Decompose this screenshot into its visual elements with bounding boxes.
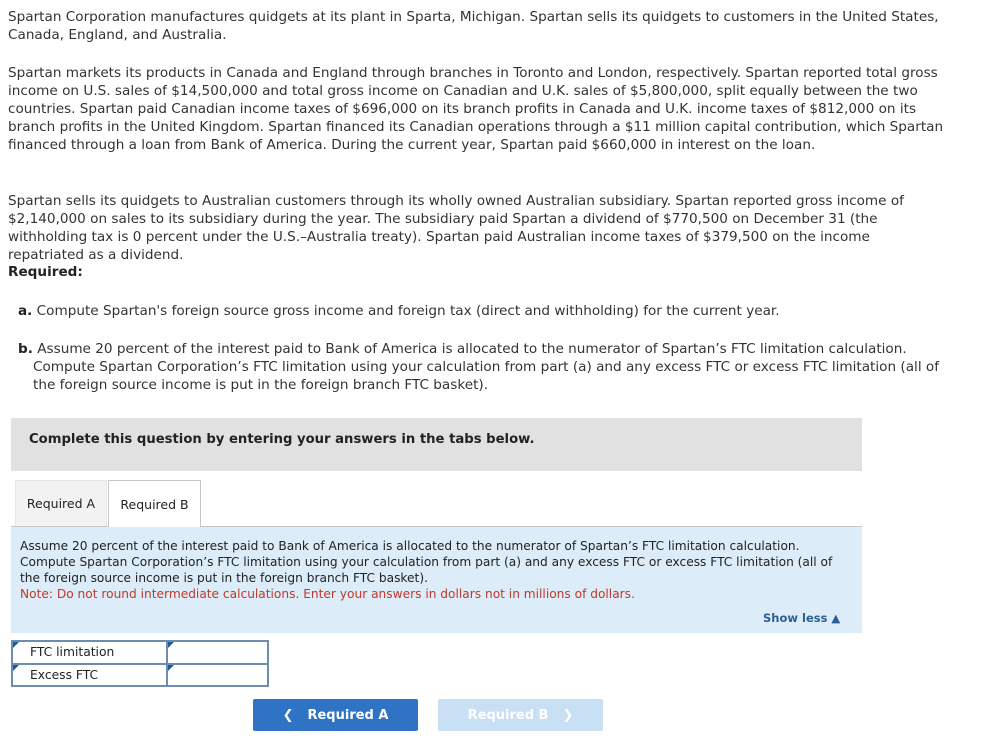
panel-note: Note: Do not round intermediate calculations. Enter your answers in dollars not in millions of dollars. (20, 587, 635, 601)
part-b-label: b. (18, 341, 33, 357)
tab-required-b[interactable]: Required B (108, 480, 201, 527)
excess-ftc-label (12, 664, 167, 687)
instruction-banner (11, 418, 862, 471)
part-a-text: Compute Spartan's foreign source gross income and foreign tax (direct and withholding) for the current year. (36, 303, 780, 319)
part-a (18, 302, 958, 320)
input-flag-icon (168, 665, 174, 671)
tab-required-a[interactable]: Required A (15, 480, 107, 526)
problem-paragraph-1: Spartan Corporation manufactures quidgets at its plant in Sparta, Michigan. Spartan sells its quidgets to customers in the United States, Canada, England, and Australia. (8, 9, 939, 43)
ftc-limitation-cell (167, 641, 268, 664)
banner-text: Complete this question by entering your answers in the tabs below. (29, 432, 535, 447)
part-b (18, 340, 958, 394)
prev-required-a-button[interactable] (253, 699, 418, 731)
flag-icon (13, 642, 19, 648)
required-heading: Required: (8, 264, 83, 280)
prev-button-label: Required A (307, 707, 389, 723)
panel-instructions: Assume 20 percent of the interest paid to Bank of America is allocated to the numerator of Spartan’s FTC limitation calculation. Compute Spartan Corporation’s FTC limitation using your calculation from part (a) and any excess FTC or excess FTC limitation (all of the foreign source income is put in the foreign branch FTC basket). (20, 539, 833, 585)
show-less-link[interactable]: Show less ▲ (763, 611, 841, 625)
next-required-b-button[interactable] (438, 699, 603, 731)
part-b-text: Assume 20 percent of the interest paid to Bank of America is allocated to the numerator of Spartan’s FTC limitation calculation. Compute Spartan Corporation’s FTC limitation using your calculation from part (a) and any excess FTC or excess FTC limitation (all of the foreign source income is put in the foreign branch FTC basket). (33, 341, 940, 393)
next-button-label: Required B (467, 707, 549, 723)
excess-ftc-cell (167, 664, 268, 687)
question-panel (11, 526, 862, 633)
excess-ftc-label-text: Excess FTC (30, 667, 99, 682)
problem-paragraph-2: Spartan markets its products in Canada and England through branches in Toronto and London, respectively. Spartan reported total gross income on U.S. sales of $14,500,000 and total gross income on Canadian and U.K. sales of $5,800,000, split equally between the two countries. Spartan paid Canadian income taxes of $696,000 on its branch profits in Canada and U.K. income taxes of $812,000 on its branch profits in the United Kingdom. Spartan financed its Canadian operations through a $11 million capital contribution, which Spartan financed through a loan from Bank of America. During the current year, Spartan paid $660,000 in interest on the loan. (8, 65, 944, 153)
excess-ftc-input[interactable] (168, 665, 267, 685)
table-row (12, 664, 268, 687)
table-row (12, 641, 268, 664)
problem-paragraph-3: Spartan sells its quidgets to Australian customers through its wholly owned Australian subsidiary. Spartan reported gross income of $2,140,000 on sales to its subsidiary during the year. The subsidiary paid Spartan a dividend of $770,500 on December 31 (the withholding tax is 0 percent under the U.S.–Australia treaty). Spartan paid Australian income taxes of $379,500 on the income repatriated as a dividend. (8, 193, 904, 263)
ftc-limitation-label-text: FTC limitation (30, 645, 115, 660)
part-a-label: a. (18, 303, 33, 319)
answer-table (11, 640, 269, 687)
flag-icon (13, 665, 19, 671)
input-flag-icon (168, 642, 174, 648)
chevron-right-icon: ❯ (562, 707, 574, 723)
ftc-limitation-input[interactable] (168, 643, 267, 663)
chevron-left-icon: ❮ (282, 707, 294, 723)
ftc-limitation-label (12, 641, 167, 664)
